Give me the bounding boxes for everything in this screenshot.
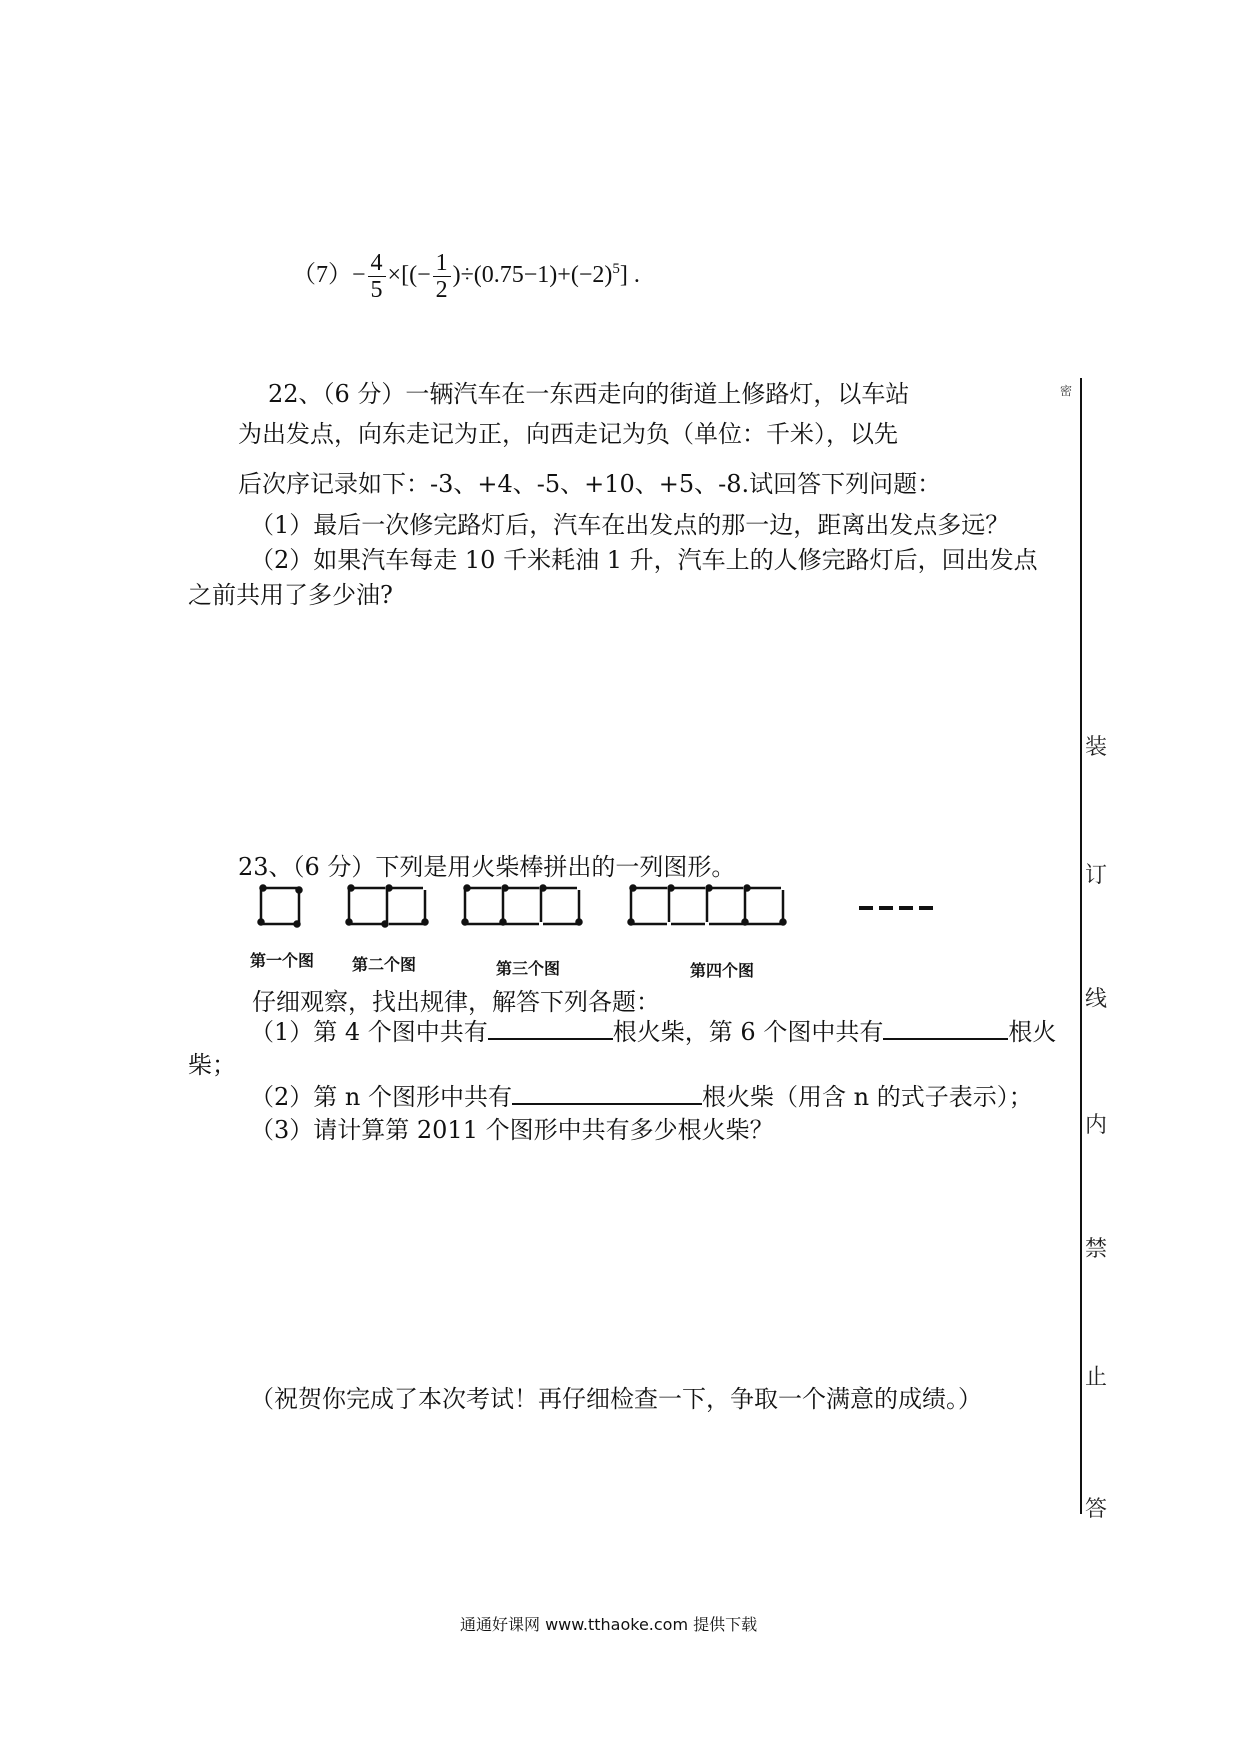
q22-line-3: 后次序记录如下：-3、+4、-5、+10、+5、-8.试回答下列问题： bbox=[238, 470, 942, 498]
matchstick-figure-1 bbox=[259, 886, 302, 927]
binding-top-mark: 密 bbox=[1060, 384, 1073, 398]
binding-char-1: 装 bbox=[1084, 735, 1107, 760]
q23-sub-1-cont: 柴； bbox=[188, 1051, 236, 1079]
closing-remark: （祝贺你完成了本次考试！再仔细检查一下，争取一个满意的成绩。） bbox=[250, 1385, 982, 1413]
formula-part-c: ] . bbox=[619, 262, 640, 289]
matchstick-figures bbox=[255, 882, 955, 934]
binding-char-6: 止 bbox=[1084, 1365, 1107, 1390]
q22-sub-1: （1）最后一次修完路灯后，汽车在出发点的那一边，距离出发点多远？ bbox=[250, 511, 1010, 539]
q22-line-1: 22、（6 分）一辆汽车在一东西走向的街道上修路灯，以车站 bbox=[268, 380, 910, 408]
matchstick-figure-3 bbox=[463, 886, 582, 925]
matchstick-figure-4 bbox=[629, 886, 786, 925]
q23-sub-1-text-a: （1）第 4 个图中共有 bbox=[250, 1018, 488, 1046]
binding-char-7: 答 bbox=[1084, 1497, 1107, 1522]
q22-line-2: 为出发点，向东走记为正，向西走记为负（单位：千米），以先 bbox=[238, 420, 898, 448]
fraction-denominator: 5 bbox=[370, 277, 383, 303]
formula-7 bbox=[292, 250, 640, 303]
answer-blank-fig6[interactable] bbox=[883, 1016, 1008, 1040]
q23-instruction: 仔细观察，找出规律，解答下列各题： bbox=[252, 988, 660, 1016]
formula-part-b: )÷(0.75−1)+(−2) bbox=[452, 262, 613, 289]
binding-char-5: 禁 bbox=[1084, 1237, 1107, 1262]
fraction-denominator: 2 bbox=[435, 277, 448, 303]
q23-sub-1-text-b: 根火柴，第 6 个图中共有 bbox=[612, 1018, 884, 1046]
fraction-numerator: 1 bbox=[433, 250, 451, 277]
q23-sub-2-text-b: 根火柴（用含 n 的式子表示）； bbox=[701, 1083, 1033, 1111]
binding-line bbox=[1080, 378, 1082, 1514]
answer-blank-fig4[interactable] bbox=[488, 1016, 613, 1040]
caption-figure-1: 第一个图 bbox=[250, 951, 315, 970]
q23-sub-1-text-c: 根火 bbox=[1008, 1018, 1057, 1046]
q22-sub-2-cont: 之前共用了多少油? bbox=[188, 581, 393, 609]
binding-char-4: 内 bbox=[1084, 1113, 1107, 1138]
fraction-numerator: 4 bbox=[368, 250, 386, 277]
minus-sign: − bbox=[352, 262, 366, 289]
binding-char-2: 订 bbox=[1084, 863, 1107, 888]
matchstick-figure-2 bbox=[347, 886, 428, 927]
page-footer: 通通好课网 www.tthaoke.com 提供下载 bbox=[460, 1615, 758, 1634]
caption-figure-3: 第三个图 bbox=[496, 959, 561, 978]
answer-blank-fign[interactable] bbox=[512, 1081, 702, 1105]
fraction-4-5 bbox=[368, 250, 386, 303]
q23-sub-2 bbox=[250, 1080, 1033, 1114]
caption-figure-2: 第二个图 bbox=[352, 955, 417, 974]
binding-char-3: 线 bbox=[1084, 987, 1107, 1012]
q23-sub-1 bbox=[250, 1015, 1056, 1049]
formula-label: （7） bbox=[292, 262, 352, 289]
q22-sub-2: （2）如果汽车每走 10 千米耗油 1 升，汽车上的人修完路灯后，回出发点 bbox=[250, 546, 1038, 574]
formula-part-a: ×[(− bbox=[387, 262, 431, 289]
q23-sub-3: （3）请计算第 2011 个图形中共有多少根火柴？ bbox=[250, 1116, 774, 1144]
fraction-1-2 bbox=[433, 250, 451, 303]
caption-figure-4: 第四个图 bbox=[690, 961, 755, 980]
exponent: 5 bbox=[612, 261, 620, 278]
q23-line-1: 23、（6 分）下列是用火柴棒拼出的一列图形。 bbox=[238, 853, 736, 881]
q23-sub-2-text-a: （2）第 n 个图形中共有 bbox=[250, 1083, 512, 1111]
